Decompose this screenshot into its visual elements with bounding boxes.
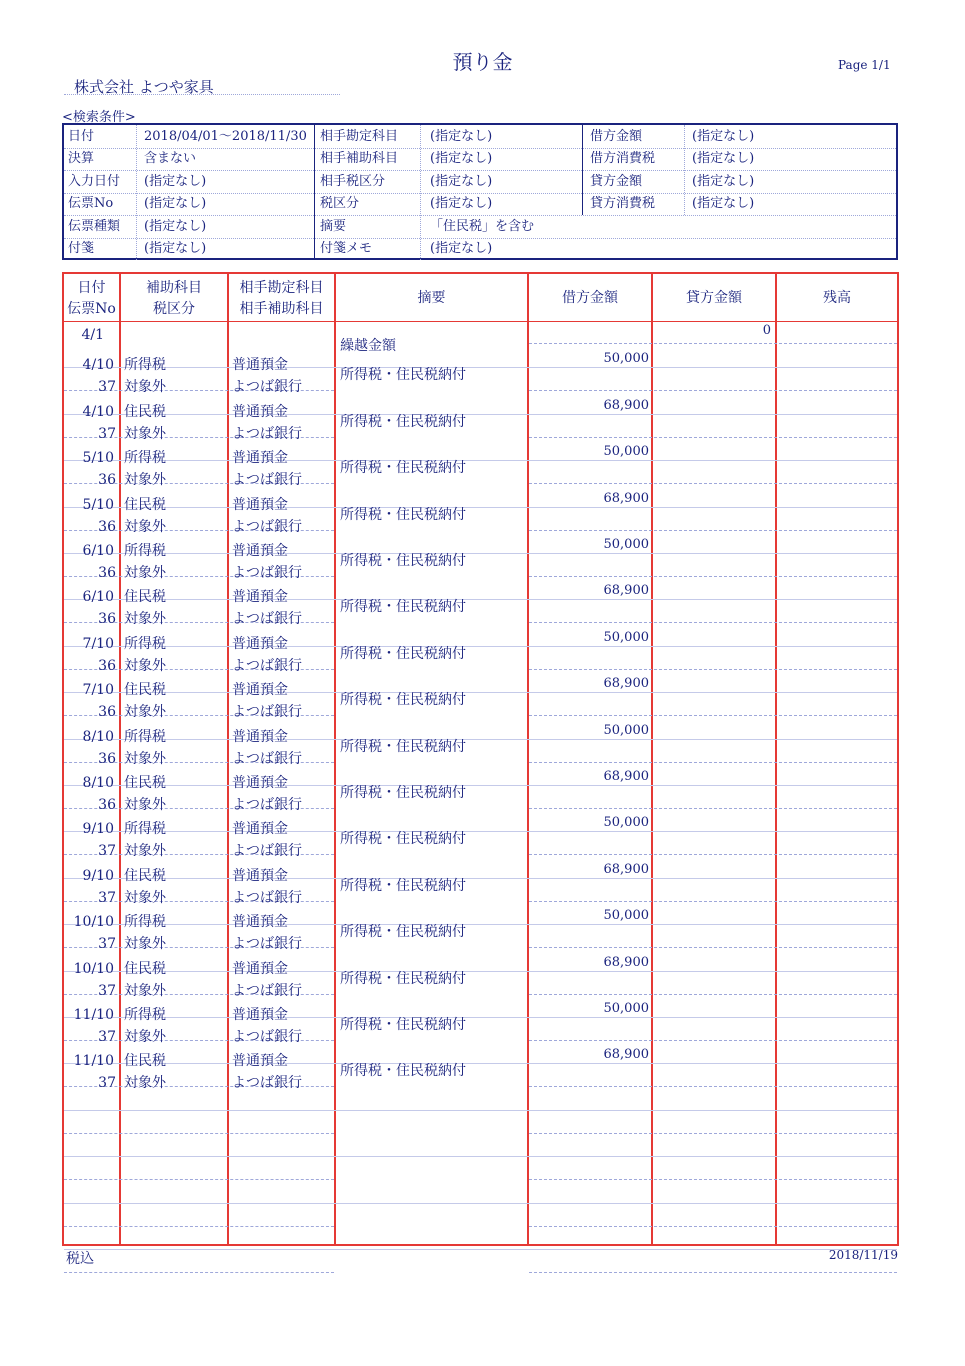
partner-sub-account: よつば銀行 [232, 982, 302, 999]
condition-label: 税区分 [320, 196, 360, 211]
voucher-no: 36 [98, 797, 116, 813]
header-sub-account [121, 278, 227, 320]
entry-date: 11/10 [73, 1053, 114, 1070]
voucher-no: 37 [98, 982, 116, 999]
debit-amount: 68,900 [603, 769, 649, 784]
column-divider [775, 274, 777, 1244]
debit-amount: 50,000 [603, 351, 649, 367]
condition-value: (指定なし) [692, 173, 755, 189]
row-divider [64, 553, 897, 554]
partner-account: 普通預金 [232, 357, 288, 374]
partner-account: 普通預金 [232, 403, 288, 420]
sub-account: 住民税 [124, 682, 166, 699]
entry-summary: 所得税・住民税納付 [340, 460, 466, 477]
header-sub-account-label: 補助科目 [146, 280, 202, 296]
partner-account: 普通預金 [232, 960, 288, 977]
partner-account: 普通預金 [232, 914, 288, 931]
entry-date: 11/10 [73, 1007, 114, 1023]
sub-account: 所得税 [124, 914, 166, 931]
entry-date: 9/10 [82, 821, 114, 838]
amount-divider [529, 715, 897, 716]
amount-divider [529, 576, 897, 577]
condition-label: 借方消費税 [590, 151, 656, 166]
entry-date: 7/10 [82, 635, 114, 652]
header-balance: 残高 [823, 290, 851, 306]
condition-label: 伝票種類 [68, 218, 121, 234]
row-divider [64, 367, 897, 368]
carryover-credit: 0 [762, 323, 771, 338]
entry-date: 5/10 [82, 496, 114, 513]
sub-account: 所得税 [124, 357, 166, 374]
condition-column-divider [684, 125, 685, 215]
entry-summary: 所得税・住民税納付 [340, 1063, 466, 1080]
voucher-no: 36 [98, 750, 116, 767]
row-divider [64, 1017, 897, 1018]
sub-account: 住民税 [124, 403, 166, 420]
condition-value: (指定なし) [144, 241, 207, 256]
condition-label: 決算 [68, 151, 95, 166]
row-divider [64, 646, 897, 647]
tax-category: 対象外 [124, 1075, 166, 1092]
partner-sub-account: よつば銀行 [232, 518, 302, 535]
entry-summary: 所得税・住民税納付 [340, 599, 466, 616]
row-divider [64, 599, 897, 600]
entry-summary: 所得税・住民税納付 [340, 645, 466, 662]
sub-account: 所得税 [124, 635, 166, 652]
voucher-no: 36 [98, 472, 116, 489]
condition-label: 摘要 [320, 218, 347, 234]
partner-account: 普通預金 [232, 496, 288, 513]
debit-amount: 50,000 [603, 537, 649, 552]
voucher-no: 37 [98, 936, 116, 953]
entry-date: 9/10 [82, 867, 114, 884]
header-partner-account-label: 相手勘定科目 [239, 280, 324, 296]
condition-value: (指定なし) [430, 151, 493, 166]
partner-sub-account: よつば銀行 [232, 797, 302, 813]
debit-amount: 68,900 [603, 490, 649, 506]
amount-divider [529, 1226, 897, 1227]
condition-value: (指定なし) [144, 196, 207, 211]
amount-divider [529, 390, 897, 391]
row-mid-divider [64, 1272, 334, 1273]
amount-divider [529, 483, 897, 484]
condition-label: 入力日付 [68, 173, 121, 189]
debit-amount: 68,900 [603, 676, 649, 692]
partner-account: 普通預金 [232, 682, 288, 699]
entry-date: 10/10 [73, 914, 114, 931]
entry-summary: 所得税・住民税納付 [340, 1017, 466, 1033]
condition-label: 貸方金額 [590, 173, 643, 189]
condition-value: (指定なし) [692, 151, 755, 166]
row-divider [64, 414, 897, 415]
tax-category: 対象外 [124, 425, 166, 442]
condition-value: (指定なし) [430, 173, 493, 189]
carryover-date: 4/1 [81, 327, 104, 343]
voucher-no: 36 [98, 704, 116, 721]
voucher-no: 37 [98, 1029, 116, 1045]
condition-value: (指定なし) [144, 173, 207, 189]
tax-category: 対象外 [124, 1029, 166, 1045]
entry-date: 8/10 [82, 728, 114, 745]
tax-category: 対象外 [124, 982, 166, 999]
partner-account: 普通預金 [232, 1007, 288, 1023]
condition-value: (指定なし) [144, 218, 207, 234]
search-conditions-label: <検索条件> [62, 110, 136, 125]
row-divider [64, 971, 897, 972]
partner-sub-account: よつば銀行 [232, 843, 302, 860]
header-date [64, 278, 119, 320]
amount-divider [529, 854, 897, 855]
entry-date: 4/10 [82, 403, 114, 420]
debit-amount: 50,000 [603, 722, 649, 738]
header-divider [64, 321, 897, 322]
condition-label: 相手勘定科目 [320, 128, 399, 144]
debit-amount: 50,000 [603, 444, 649, 460]
condition-label: 貸方消費税 [590, 196, 656, 211]
entry-summary: 所得税・住民税納付 [340, 367, 466, 384]
partner-account: 普通預金 [232, 728, 288, 745]
partner-sub-account: よつば銀行 [232, 889, 302, 906]
row-divider [64, 1203, 897, 1204]
header-voucher-no-label: 伝票No [67, 301, 116, 317]
tax-category: 対象外 [124, 518, 166, 535]
amount-divider [529, 622, 897, 623]
tax-category: 対象外 [124, 936, 166, 953]
partner-account: 普通預金 [232, 867, 288, 884]
debit-amount: 68,900 [603, 583, 649, 599]
search-conditions-box [62, 123, 898, 260]
partner-sub-account: よつば銀行 [232, 472, 302, 489]
partner-sub-account: よつば銀行 [232, 1029, 302, 1045]
partner-sub-account: よつば銀行 [232, 425, 302, 442]
partner-account: 普通預金 [232, 589, 288, 606]
condition-label: 相手税区分 [320, 173, 386, 189]
amount-divider [529, 762, 897, 763]
amount-divider [529, 343, 897, 344]
sub-account: 所得税 [124, 1007, 166, 1023]
condition-value: 「住民税」を含む [430, 218, 535, 234]
entry-date: 6/10 [82, 543, 114, 559]
header-partner-sub-label: 相手補助科目 [239, 301, 324, 317]
entry-summary: 所得税・住民税納付 [340, 692, 466, 709]
condition-value: (指定なし) [430, 128, 493, 144]
debit-amount: 68,900 [603, 397, 649, 413]
partner-sub-account: よつば銀行 [232, 936, 302, 953]
condition-label: 付箋 [68, 241, 95, 256]
entry-summary: 所得税・住民税納付 [340, 413, 466, 430]
voucher-no: 36 [98, 657, 116, 674]
condition-label: 相手補助科目 [320, 151, 399, 166]
entry-date: 5/10 [82, 450, 114, 467]
entry-summary: 所得税・住民税納付 [340, 785, 466, 801]
amount-divider [529, 1040, 897, 1041]
company-underline [64, 94, 340, 95]
tax-category: 対象外 [124, 472, 166, 489]
page-number: Page 1/1 [838, 58, 891, 72]
row-divider [64, 878, 897, 879]
condition-label: 伝票No [68, 196, 114, 211]
entry-summary: 所得税・住民税納付 [340, 738, 466, 755]
row-divider [64, 924, 897, 925]
condition-value: 含まない [144, 151, 197, 166]
column-divider [651, 274, 653, 1244]
debit-amount: 50,000 [603, 629, 649, 645]
row-mid-divider [64, 1226, 334, 1227]
row-divider [64, 1110, 897, 1111]
sub-account: 所得税 [124, 821, 166, 838]
partner-sub-account: よつば銀行 [232, 657, 302, 674]
sub-account: 住民税 [124, 867, 166, 884]
row-divider [64, 507, 897, 508]
debit-amount: 68,900 [603, 954, 649, 970]
condition-label: 借方金額 [590, 128, 643, 144]
partner-sub-account: よつば銀行 [232, 1075, 302, 1092]
voucher-no: 37 [98, 889, 116, 906]
page-title: 預り金 [452, 50, 513, 74]
row-mid-divider [64, 1133, 334, 1134]
condition-label: 付箋メモ [320, 241, 373, 256]
entry-date: 8/10 [82, 775, 114, 791]
amount-divider [529, 669, 897, 670]
entry-date: 10/10 [73, 960, 114, 977]
amount-divider [529, 437, 897, 438]
voucher-no: 36 [98, 518, 116, 535]
partner-account: 普通預金 [232, 543, 288, 559]
voucher-no: 36 [98, 565, 116, 581]
partner-account: 普通預金 [232, 1053, 288, 1070]
entry-date: 4/10 [82, 357, 114, 374]
voucher-no: 36 [98, 611, 116, 628]
header-debit: 借方金額 [562, 290, 618, 306]
sub-account: 住民税 [124, 1053, 166, 1070]
amount-divider [529, 994, 897, 995]
amount-divider [529, 530, 897, 531]
tax-category: 対象外 [124, 843, 166, 860]
partner-account: 普通預金 [232, 775, 288, 791]
ledger-table [62, 272, 899, 1246]
sub-account: 所得税 [124, 450, 166, 467]
voucher-no: 37 [98, 425, 116, 442]
voucher-no: 37 [98, 379, 116, 396]
header-partner [229, 278, 334, 320]
condition-column-divider [420, 125, 421, 260]
partner-sub-account: よつば銀行 [232, 379, 302, 396]
entry-date: 7/10 [82, 682, 114, 699]
debit-amount: 50,000 [603, 815, 649, 831]
amount-divider [529, 1086, 897, 1087]
partner-sub-account: よつば銀行 [232, 704, 302, 721]
row-divider [64, 1063, 897, 1064]
carryover-summary: 繰越金額 [340, 338, 396, 354]
row-divider [64, 1249, 897, 1250]
tax-category: 対象外 [124, 704, 166, 721]
amount-divider [529, 1133, 897, 1134]
amount-divider [529, 947, 897, 948]
entry-summary: 所得税・住民税納付 [340, 970, 466, 987]
sub-account: 住民税 [124, 589, 166, 606]
column-divider [334, 274, 336, 1244]
debit-amount: 68,900 [603, 1047, 649, 1063]
tax-category: 対象外 [124, 379, 166, 396]
amount-divider [529, 901, 897, 902]
condition-value: (指定なし) [430, 241, 493, 256]
partner-sub-account: よつば銀行 [232, 611, 302, 628]
amount-divider [529, 808, 897, 809]
row-divider [64, 1156, 897, 1157]
condition-value: (指定なし) [692, 128, 755, 144]
row-divider [64, 692, 897, 693]
condition-value: (指定なし) [430, 196, 493, 211]
header-date-label: 日付 [77, 280, 106, 296]
tax-category: 対象外 [124, 889, 166, 906]
condition-column-divider [314, 125, 315, 260]
column-divider [527, 274, 529, 1244]
debit-amount: 50,000 [603, 1001, 649, 1016]
entry-summary: 所得税・住民税納付 [340, 506, 466, 523]
partner-account: 普通預金 [232, 821, 288, 838]
tax-category: 対象外 [124, 657, 166, 674]
amount-divider [529, 1179, 897, 1180]
entry-summary: 所得税・住民税納付 [340, 877, 466, 894]
print-date: 2018/11/19 [828, 1248, 898, 1262]
header-summary: 摘要 [417, 290, 446, 306]
condition-label: 日付 [68, 128, 95, 144]
entry-date: 6/10 [82, 589, 114, 606]
column-divider [227, 274, 229, 1244]
column-divider [119, 274, 121, 1244]
sub-account: 住民税 [124, 496, 166, 513]
sub-account: 所得税 [124, 543, 166, 559]
partner-sub-account: よつば銀行 [232, 750, 302, 767]
debit-amount: 68,900 [603, 861, 649, 877]
tax-category: 対象外 [124, 750, 166, 767]
company-name: 株式会社 よつや家具 [74, 78, 214, 96]
row-divider [64, 831, 897, 832]
partner-account: 普通預金 [232, 450, 288, 467]
sub-account: 住民税 [124, 960, 166, 977]
row-mid-divider [64, 1179, 334, 1180]
partner-account: 普通預金 [232, 635, 288, 652]
partner-sub-account: よつば銀行 [232, 565, 302, 581]
tax-mode-label: 税込 [66, 1251, 94, 1267]
amount-divider [529, 1272, 897, 1273]
entry-summary: 所得税・住民税納付 [340, 924, 466, 941]
row-divider [64, 785, 897, 786]
condition-value: 2018/04/01〜2018/11/30 [144, 128, 307, 144]
condition-value: (指定なし) [692, 196, 755, 211]
header-credit: 貸方金額 [686, 290, 742, 306]
header-tax-category-label: 税区分 [153, 301, 195, 317]
row-divider [64, 460, 897, 461]
entry-summary: 所得税・住民税納付 [340, 831, 466, 848]
sub-account: 所得税 [124, 728, 166, 745]
voucher-no: 37 [98, 1075, 116, 1092]
tax-category: 対象外 [124, 611, 166, 628]
entry-summary: 所得税・住民税納付 [340, 553, 466, 569]
condition-column-divider [136, 125, 137, 260]
row-divider [64, 739, 897, 740]
sub-account: 住民税 [124, 775, 166, 791]
tax-category: 対象外 [124, 797, 166, 813]
condition-column-divider [582, 125, 583, 215]
debit-amount: 50,000 [603, 908, 649, 924]
tax-category: 対象外 [124, 565, 166, 581]
voucher-no: 37 [98, 843, 116, 860]
